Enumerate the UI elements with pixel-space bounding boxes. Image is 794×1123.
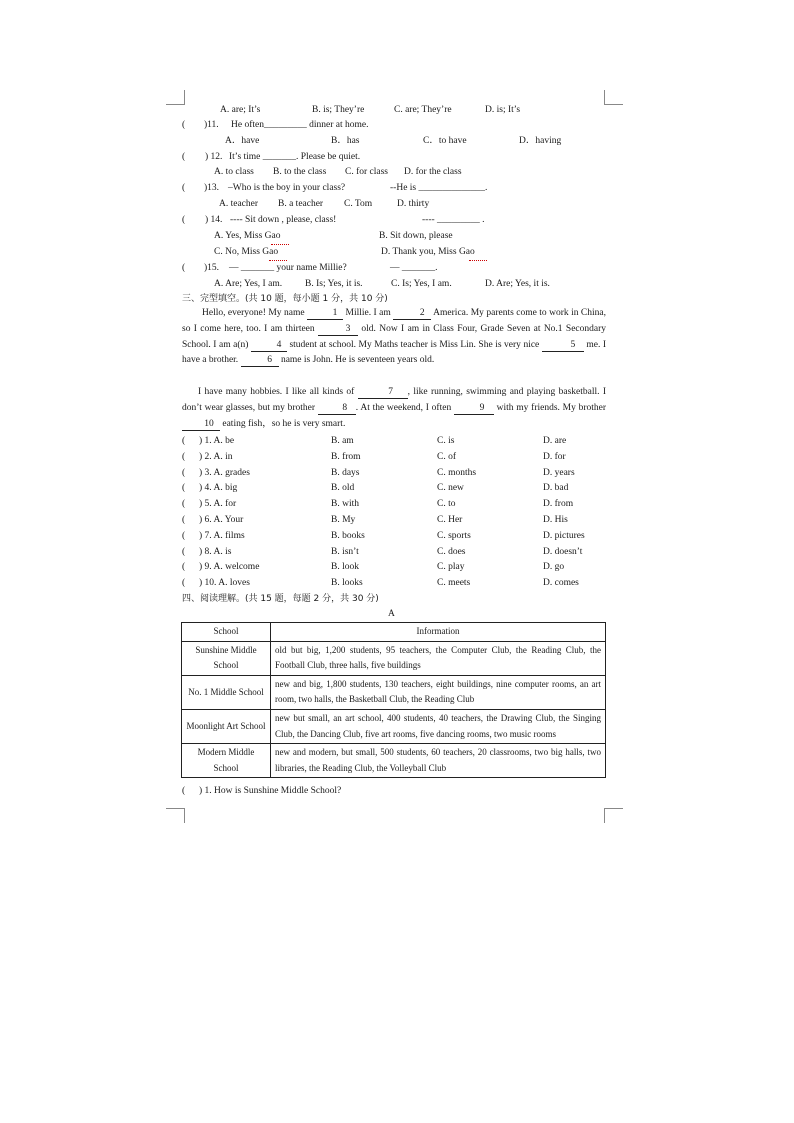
q13-paren: ( [182,183,186,193]
cloze-heading: 三、完型填空。(共 10 题，每小题 1 分，共 10 分) [182,294,388,304]
q14-option-c: C. No, Miss Gao [214,247,279,257]
corner-mark-top-right [604,90,623,105]
cloze-text: with my friends. My brother [496,402,607,413]
q10-option-a: A. are; It’s [220,105,261,115]
q15-option-c: C. Is; Yes, I am. [391,279,452,289]
cloze-option-6-d: D. His [543,515,568,525]
cloze-blank-2: 2 [393,308,431,320]
cloze-paragraph-2 [182,385,606,432]
school-info: old but big, 1,200 students, 95 teachers, the Computer Club, the Reading Club, the Football Club, three halls, five buildings [271,641,606,675]
table-row [182,744,606,778]
q13-reply: --He is ______________. [390,183,488,193]
cloze-text: eating fish，so he is very smart. [222,418,346,429]
q12-option-a: A. to class [214,167,254,177]
cloze-option-3-b: B. days [331,467,360,478]
cloze-option-5-num: ) 5. A. for [199,499,237,510]
cloze-option-7-num: ) 7. A. films [199,530,245,541]
column-header-school: School [182,623,271,642]
q11-paren: ( [182,120,186,130]
cloze-option-7-d: D. pictures [543,530,585,541]
q11-stem: He often_________ dinner at home. [231,120,369,130]
cloze-option-4-paren: ( [182,483,186,494]
q13-option-c: C. Tom [344,199,373,209]
q10-option-c: C. are; They’re [394,105,452,115]
q12-option-d: D. for the class [404,167,462,177]
q11-option-b: B．has [331,136,360,146]
schools-table [181,622,606,778]
cloze-option-4-num: ) 4. A. big [199,483,238,494]
cloze-option-10-c: C. meets [437,578,471,589]
q13-option-a: A. teacher [219,199,259,209]
cloze-option-4-b: B. old [331,483,355,494]
q15-reply: — _______. [390,263,438,273]
cloze-option-7-b: B. books [331,530,365,541]
table-row [182,709,606,743]
cloze-blank-4: 4 [251,340,287,352]
cloze-blank-8: 8 [318,403,356,415]
cloze-option-1-d: D. are [543,436,567,446]
spellcheck-squiggle [469,258,487,261]
q14-option-b: B. Sit down, please [379,231,453,241]
cloze-option-5-d: D. from [543,499,574,510]
q12-option-c: C. for class [345,167,389,177]
cloze-blank-7: 7 [358,387,408,399]
q12-paren: ( [182,152,186,162]
cloze-option-2-c: C. of [437,451,456,462]
q15-paren: ( [182,263,186,273]
cloze-option-6-paren: ( [182,515,186,525]
cloze-option-4-c: C. new [437,483,464,494]
cloze-option-3-paren: ( [182,467,186,478]
cloze-option-9-num: ) 9. A. welcome [199,562,260,573]
cloze-option-8-num: ) 8. A. is [199,546,232,557]
table-row [182,641,606,675]
q13-option-b: B. a teacher [278,199,324,209]
cloze-option-3-d: D. years [543,467,575,478]
reading-q1-stem: ) 1. How is Sunshine Middle School? [199,786,342,796]
q10-option-b: B. is; They’re [312,105,365,115]
cloze-option-8-d: D. doesn’t [543,546,583,557]
q11-option-a: A．have [225,136,260,146]
q14-option-d: D. Thank you, Miss Gao [381,247,475,257]
school-info: new and modern, but small, 500 students, 60 teachers, 20 classrooms, two big halls, two libraries, the Reading Club, the Volleyball Club [271,744,606,778]
table-header-row [182,623,606,642]
q11-option-c: C．to have [423,136,467,146]
cloze-option-1-num: ) 1. A. be [199,436,235,446]
cloze-text: America. My parents come to work in China, so I come here, too. I am thirteen [182,308,606,334]
cloze-blank-5: 5 [542,340,584,352]
cloze-option-8-c: C. does [437,546,466,557]
cloze-option-9-b: B. look [331,562,359,573]
cloze-option-5-paren: ( [182,499,186,510]
cloze-option-5-b: B. with [331,499,359,510]
cloze-option-3-num: ) 3. A. grades [199,467,250,478]
cloze-option-6-num: ) 6. A. Your [199,515,244,525]
q14-option-a: A. Yes, Miss Gao [214,231,281,241]
cloze-option-8-b: B. isn’t [331,546,359,557]
cloze-option-7-c: C. sports [437,530,471,541]
cloze-option-8-paren: ( [182,546,186,557]
column-header-information: Information [271,623,606,642]
cloze-text: Hello, everyone! My name [202,308,305,318]
q15-option-d: D. Are; Yes, it is. [485,279,550,289]
cloze-text: , like running, swimming and playing basketball. I don’t wear glasses, but my brother [182,387,606,413]
reading-heading: 四、阅读理解。(共 15 题，每题 2 分，共 30 分) [182,594,379,604]
q10-option-d: D. is; It’s [485,105,521,115]
q12-stem: It’s time _______. Please be quiet. [229,152,361,162]
corner-mark-top-left [166,90,185,105]
q12-number: ) 12. [205,152,223,162]
cloze-option-2-paren: ( [182,451,186,462]
cloze-option-6-b: B. My [331,515,356,525]
school-info: new but small, an art school, 400 students, 40 teachers, the Drawing Club, the Singing Club, the Dancing Club, five art rooms, five dancing rooms, two music rooms [271,709,606,743]
table-row [182,675,606,709]
school-name: Moonlight Art School [182,709,271,743]
school-name: Sunshine Middle School [182,641,271,675]
cloze-option-10-paren: ( [182,578,186,589]
cloze-text: old. Now I am in Class Four, Grade Seven at No.1 Secondary School. I am a(n) [182,323,607,350]
school-name: Modern Middle School [182,744,271,778]
cloze-text: . At the weekend, I often [355,402,452,413]
cloze-blank-6: 6 [241,355,279,367]
cloze-text: me. I have a brother. [182,339,607,366]
cloze-blank-3: 3 [318,324,358,336]
cloze-option-10-d: D. comes [543,578,579,589]
q15-option-b: B. Is; Yes, it is. [305,279,363,289]
cloze-option-3-c: C. months [437,467,477,478]
q14-reply: ---- _________ . [422,215,485,225]
cloze-option-2-d: D. for [543,451,566,462]
school-info: new and big, 1,800 students, 130 teachers, eight buildings, nine computer rooms, an art room, two halls, the Basketball Club, the Reading Club [271,675,606,709]
reading-q1-paren: ( [182,786,186,796]
corner-mark-bottom-right [604,808,623,823]
q15-number: )15. [204,263,220,273]
corner-mark-bottom-left [166,808,185,823]
cloze-text: student at school. My Maths teacher is Miss Lin. She is very nice [289,339,540,350]
q11-number: )11. [204,120,219,130]
cloze-option-10-b: B. looks [331,578,363,589]
cloze-text: name is John. He is seventeen years old. [280,355,435,366]
cloze-text: Millie. I am [345,308,391,318]
cloze-option-9-paren: ( [182,562,186,573]
q13-stem: –Who is the boy in your class? [228,183,346,193]
cloze-option-2-num: ) 2. A. in [199,451,233,462]
reading-section-label: A [388,609,395,619]
cloze-option-1-b: B. am [331,436,354,446]
cloze-blank-9: 9 [454,403,494,415]
cloze-option-9-d: D. go [543,562,565,573]
q12-option-b: B. to the class [273,167,327,177]
cloze-option-1-paren: ( [182,436,186,446]
cloze-option-6-c: C. Her [437,515,463,525]
spellcheck-squiggle [271,242,289,245]
q13-option-d: D. thirty [397,199,430,209]
school-name: No. 1 Middle School [182,675,271,709]
q15-stem: — _______ your name Millie? [229,263,347,273]
q15-option-a: A. Are; Yes, I am. [214,279,283,289]
cloze-option-1-c: C. is [437,436,455,446]
q13-number: )13. [204,183,220,193]
q14-stem: ---- Sit down , please, class! [230,215,337,225]
spellcheck-squiggle [269,258,287,261]
cloze-option-7-paren: ( [182,530,186,541]
cloze-paragraph-1 [182,306,606,369]
cloze-blank-1: 1 [307,308,343,320]
cloze-blank-10: 10 [182,419,220,431]
cloze-option-2-b: B. from [331,451,361,462]
q14-number: ) 14. [205,215,223,225]
q11-option-d: D．having [519,136,562,146]
q14-paren: ( [182,215,186,225]
cloze-option-4-d: D. bad [543,483,569,494]
cloze-option-10-num: ) 10. A. loves [199,578,250,589]
cloze-option-5-c: C. to [437,499,456,510]
cloze-option-9-c: C. play [437,562,465,573]
cloze-text: I have many hobbies. I like all kinds of [198,387,355,397]
